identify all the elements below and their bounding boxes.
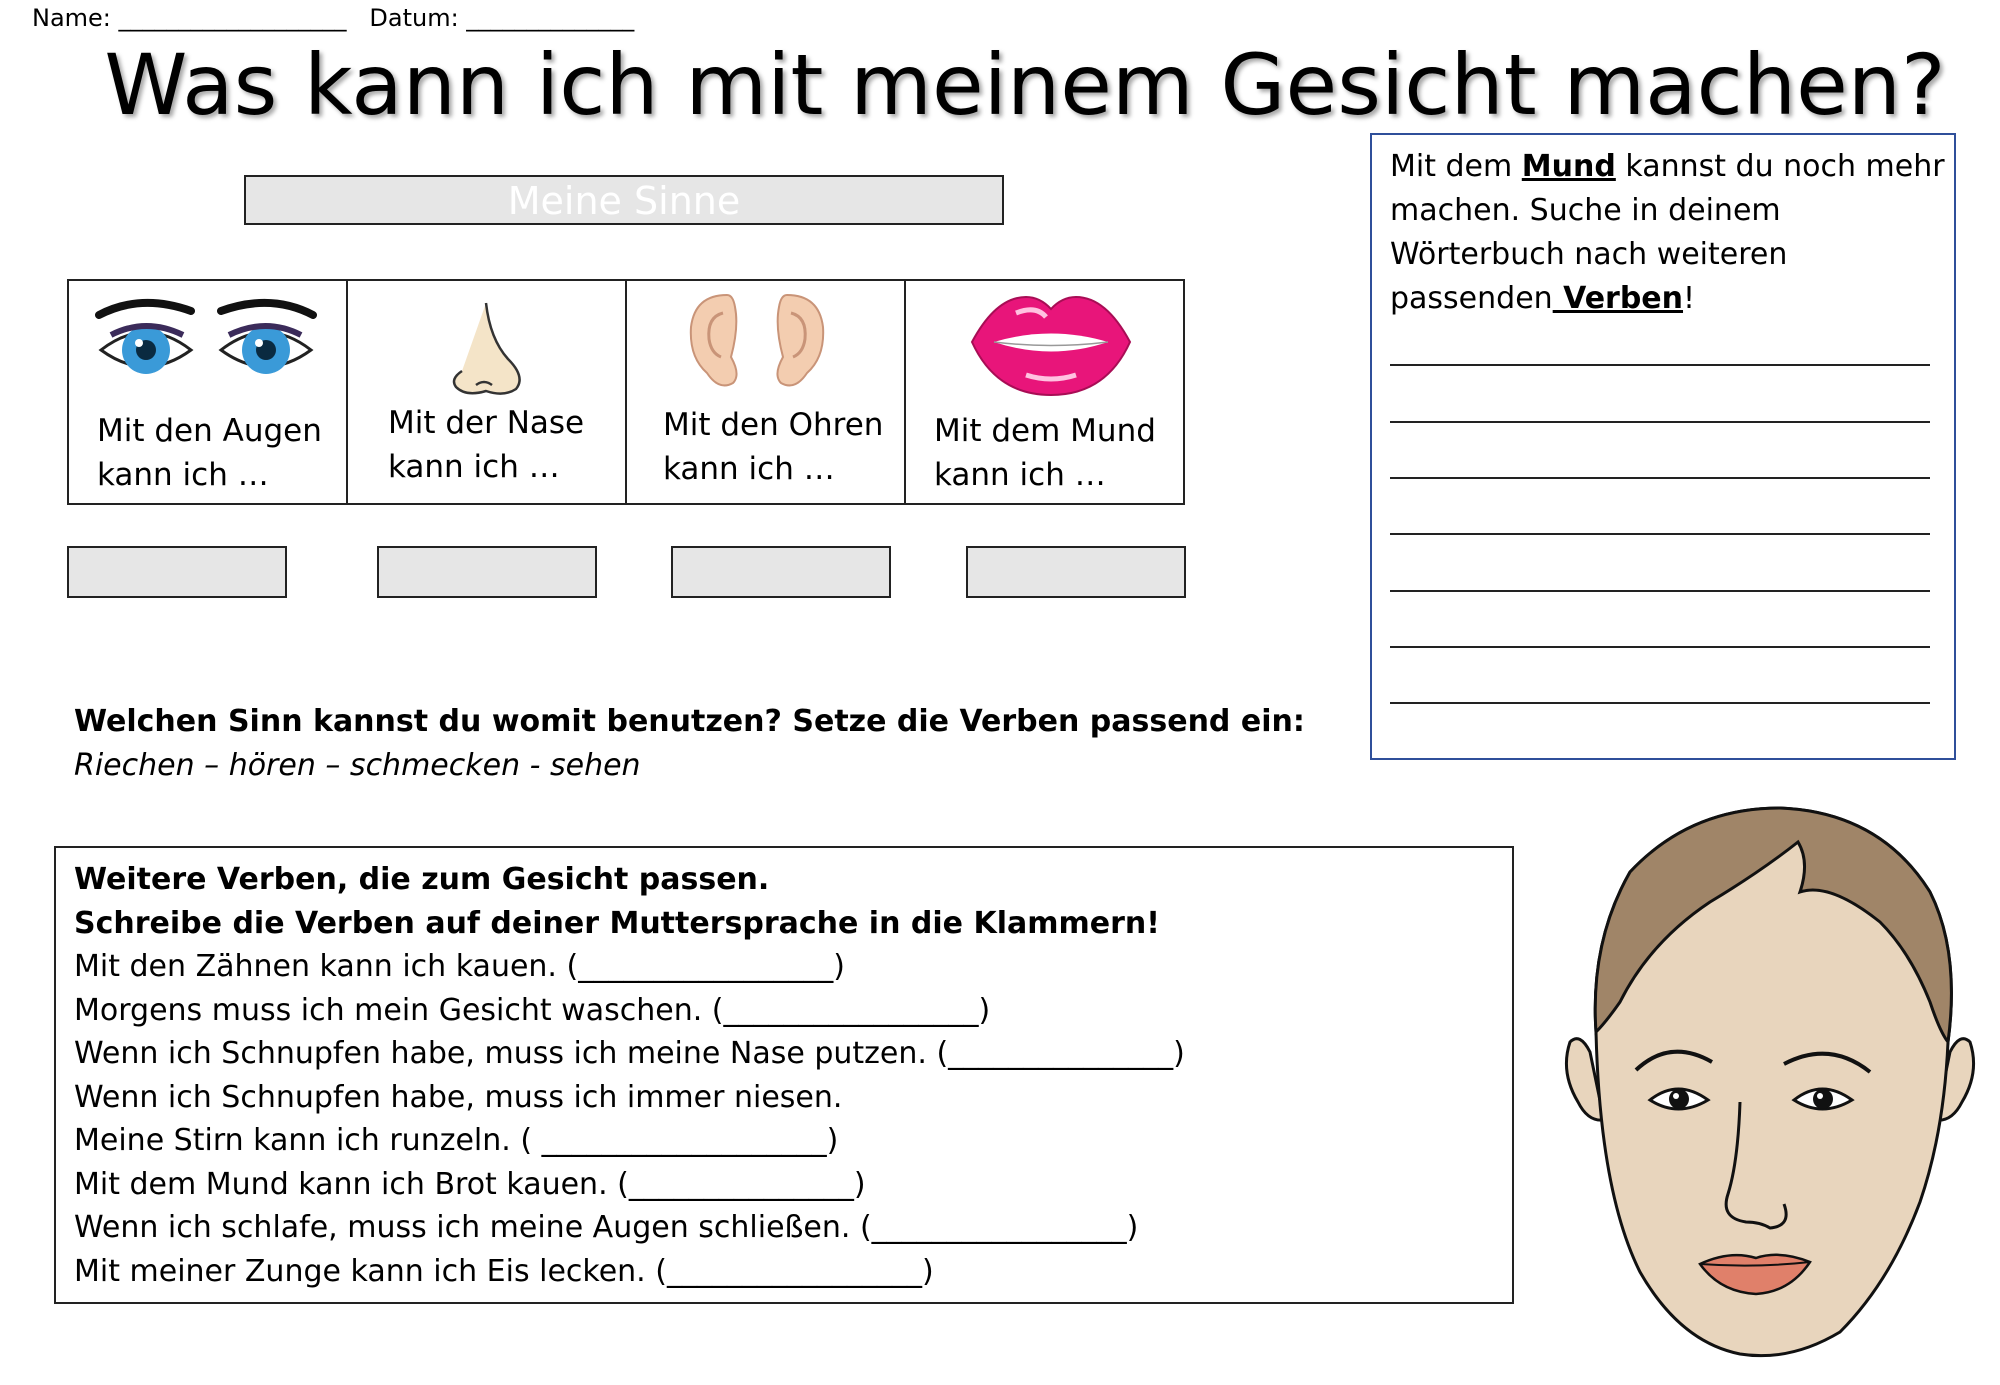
face-illustration (1560, 802, 1980, 1362)
more-verbs-box (54, 846, 1514, 1304)
senses-table (67, 279, 1185, 505)
sense-label-line2: kann ich … (97, 457, 269, 493)
sense-label-line1: Mit der Nase (388, 405, 585, 441)
page-title: Was kann ich mit meinem Gesicht machen? (104, 36, 1946, 134)
senses-banner[interactable]: Meine Sinne (244, 175, 1004, 225)
sentence-line[interactable]: Meine Stirn kann ich runzeln. ( ___________________) (74, 1123, 839, 1158)
writing-line[interactable] (1390, 590, 1930, 592)
answer-box-eyes[interactable] (67, 546, 287, 598)
sense-label-line1: Mit dem Mund (934, 413, 1156, 449)
eyes-icon (91, 295, 321, 395)
sense-label-line1: Mit den Ohren (663, 407, 884, 443)
sentence-line[interactable]: Mit dem Mund kann ich Brot kauen. (_______________) (74, 1166, 866, 1202)
writing-line[interactable] (1390, 702, 1930, 704)
more-verbs-heading: Weitere Verben, die zum Gesicht passen. (74, 862, 770, 897)
sentence-line[interactable]: Wenn ich Schnupfen habe, muss ich meine Nase putzen. (_______________) (74, 1036, 1185, 1071)
writing-line[interactable] (1390, 477, 1930, 479)
sense-label-line2: kann ich … (388, 449, 560, 485)
mouth-verbs-box (1370, 133, 1956, 760)
sentence-line: Wenn ich Schnupfen habe, muss ich immer niesen. (74, 1079, 843, 1115)
more-verbs-instruction: Schreibe die Verben auf deiner Muttersprache in die Klammern! (74, 905, 1160, 941)
lips-icon (966, 287, 1136, 397)
sense-label-line1: Mit den Augen (97, 413, 322, 449)
writing-line[interactable] (1390, 533, 1930, 535)
answer-box-mouth[interactable] (966, 546, 1186, 598)
question-section (74, 700, 1305, 788)
writing-line[interactable] (1390, 646, 1930, 648)
question-prompt: Welchen Sinn kannst du womit benutzen? Setze die Verben passend ein: (74, 704, 1305, 739)
sentence-line[interactable]: Mit den Zähnen kann ich kauen. (_________________) (74, 949, 845, 984)
sense-label-line2: kann ich … (934, 457, 1106, 493)
nose-icon (446, 299, 536, 399)
verb-list: Riechen – hören – schmecken - sehen (74, 748, 641, 783)
answer-box-ears[interactable] (671, 546, 891, 598)
sense-label-line2: kann ich … (663, 451, 835, 487)
writing-line[interactable] (1390, 364, 1930, 366)
sense-cell-nose (348, 281, 627, 503)
writing-line[interactable] (1390, 421, 1930, 423)
name-date-line: Name: ___________________ Datum: ______________ (32, 4, 635, 32)
sentence-line[interactable]: Morgens muss ich mein Gesicht waschen. (_________________) (74, 992, 991, 1028)
mouth-box-instruction: Mit dem Mund kannst du noch mehr machen. Suche in deinem Wörterbuch nach weiteren passenden Verben! (1390, 149, 1945, 316)
sense-cell-eyes (69, 281, 348, 503)
sense-cell-mouth (906, 281, 1183, 503)
answer-box-nose[interactable] (377, 546, 597, 598)
sentence-line[interactable]: Wenn ich schlafe, muss ich meine Augen schließen. (_________________) (74, 1210, 1139, 1245)
ears-icon (677, 287, 837, 397)
sentence-line[interactable]: Mit meiner Zunge kann ich Eis lecken. (_________________) (74, 1253, 934, 1289)
sense-cell-ears (627, 281, 906, 503)
